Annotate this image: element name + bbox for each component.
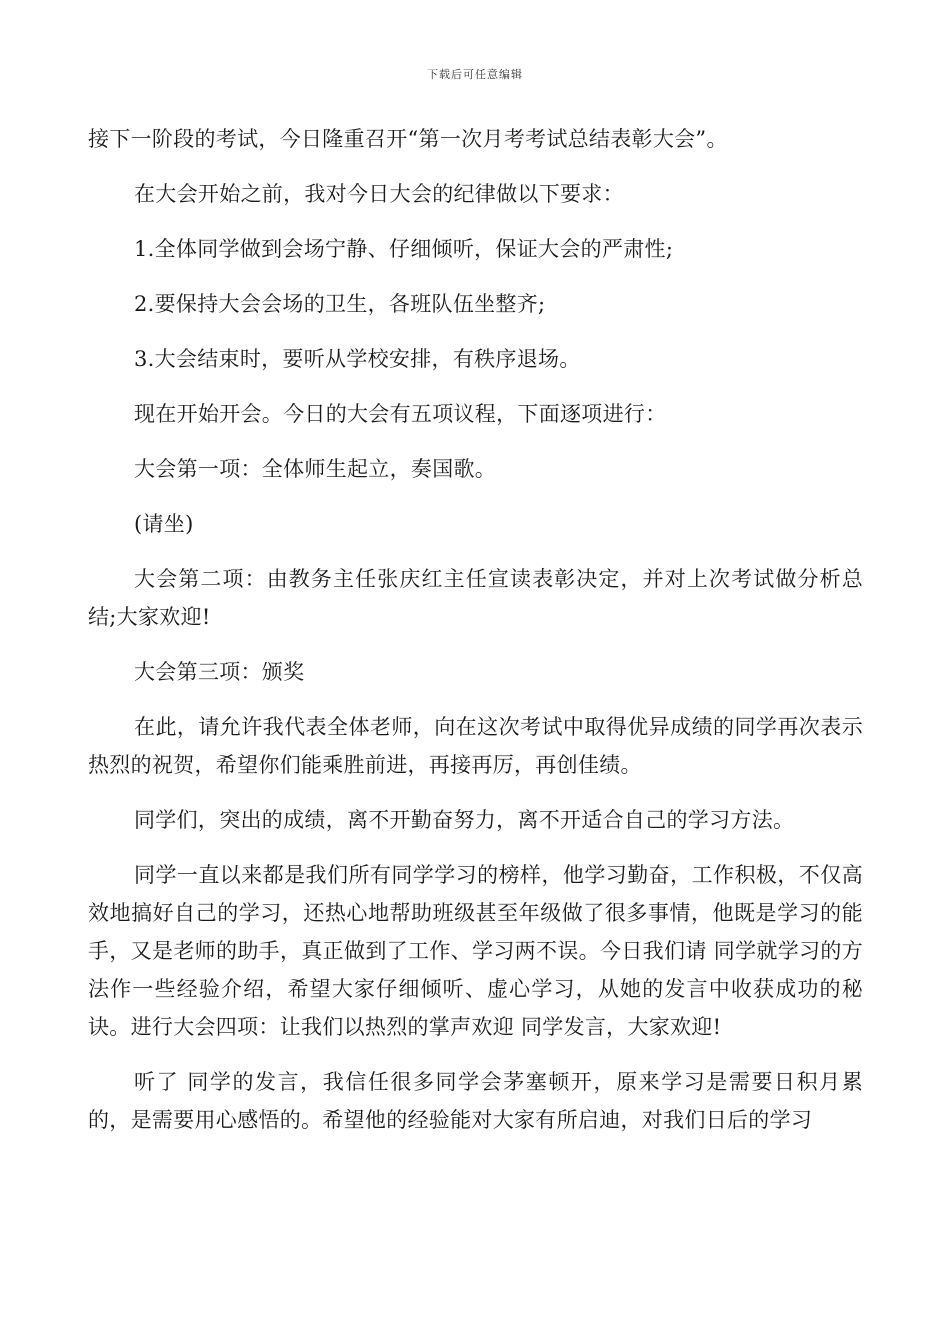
paragraph: 在大会开始之前，我对今日大会的纪律做以下要求： xyxy=(134,182,624,206)
header-note: 下载后可任意编辑 xyxy=(427,68,523,81)
paragraph: 1.全体同学做到会场宁静、仔细倾听，保证大会的严肃性; xyxy=(134,237,674,261)
paragraph: 同学们，突出的成绩，离不开勤奋努力，离不开适合自己的学习方法。 xyxy=(134,808,795,832)
document-body xyxy=(88,120,863,1156)
paragraph: 接下一阶段的考试，今日隆重召开“第一次月考考试总结表彰大会”。 xyxy=(88,127,728,151)
paragraph: 2.要保持大会会场的卫生，各班队伍坐整齐; xyxy=(134,292,546,316)
paragraph: 现在开始开会。今日的大会有五项议程，下面逐项进行： xyxy=(134,402,667,426)
paragraph: 在此，请允许我代表全体老师，向在这次考试中取得优异成绩的同学再次表示热烈的祝贺，希望你们能乘胜前进，再接再厉，再创佳绩。 xyxy=(88,715,863,777)
paragraph: 大会第二项：由教务主任张庆红主任宣读表彰决定，并对上次考试做分析总结;大家欢迎! xyxy=(88,567,863,629)
paragraph: 大会第三项：颁奖 xyxy=(134,660,305,684)
paragraph: 同学一直以来都是我们所有同学学习的榜样，他学习勤奋，工作积极，不仅高效地搞好自己的学习，还热心地帮助班级甚至年级做了很多事情，他既是学习的能手，又是老师的助手，真正做到了工作、学习两不误。今日我们请 同学就学习的方法作一些经验介绍，希望大家仔细倾听、虚心学习，从她的发言中收获成功的秘诀。进行大会四项：让我们以热烈的掌声欢迎 同学发言，大家欢迎! xyxy=(88,863,863,1039)
paragraph: 3.大会结束时，要听从学校安排，有秩序退场。 xyxy=(134,347,581,371)
paragraph: 听了 同学的发言，我信任很多同学会茅塞顿开，原来学习是需要日积月累的，是需要用心感悟的。希望他的经验能对大家有所启迪，对我们日后的学习 xyxy=(88,1070,863,1132)
paragraph: (请坐) xyxy=(134,512,194,536)
paragraph: 大会第一项：全体师生起立，奏国歌。 xyxy=(134,457,497,481)
